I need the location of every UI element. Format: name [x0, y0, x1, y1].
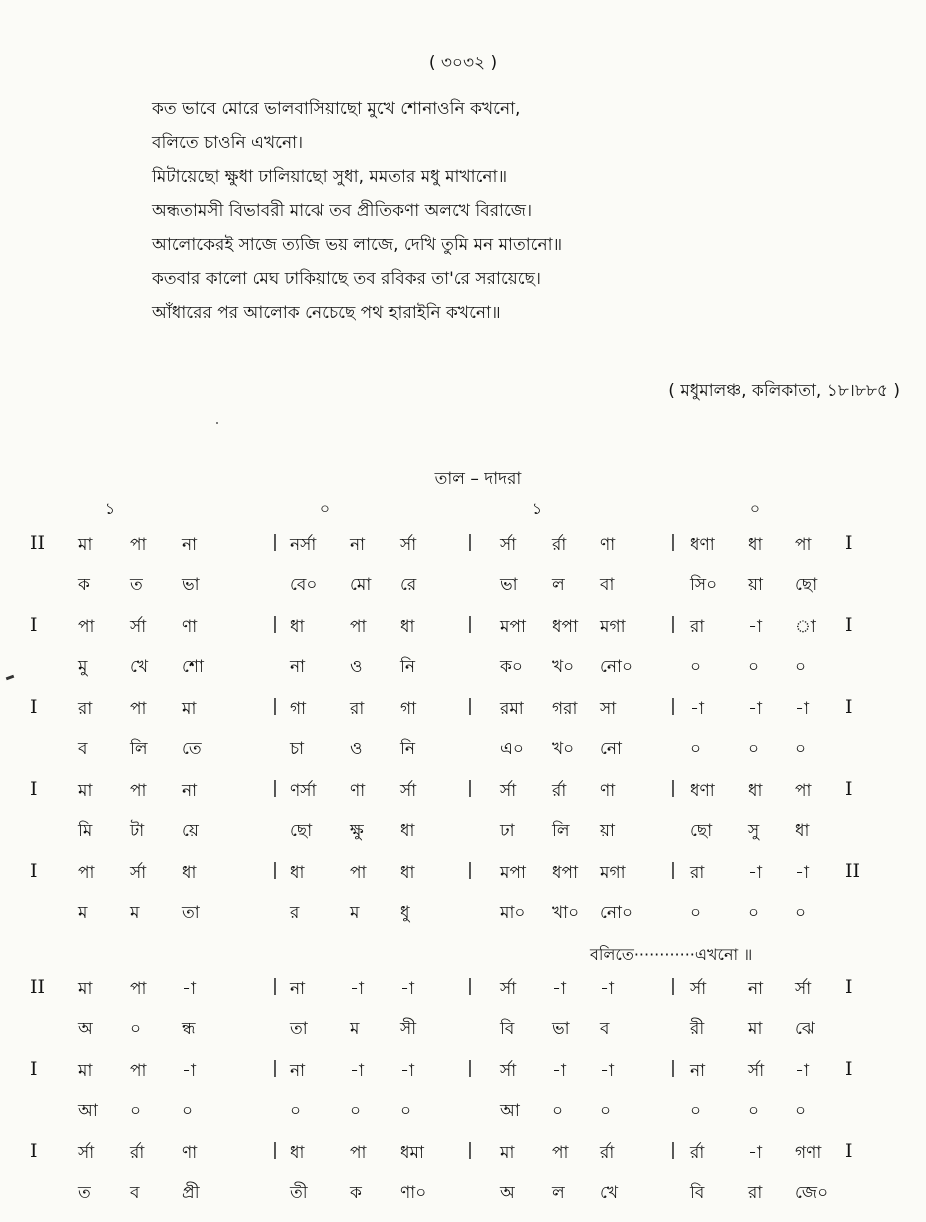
lyric-line: অন্ধতামসী বিভাবরী মাঝে তব প্রীতিকণা অলখে বিরাজে।	[152, 201, 533, 221]
swara-note: -া	[350, 1061, 364, 1081]
refrain-note	[0, 942, 926, 976]
swara-note: ধা	[290, 1143, 305, 1163]
swara-note: ণর্সা	[290, 781, 317, 801]
swara-note: -া	[182, 1061, 196, 1081]
end-barline: I	[845, 1058, 853, 1080]
bol-syllable: ব	[600, 1019, 610, 1039]
start-barline: I	[30, 860, 38, 882]
swara-note: -া	[552, 1061, 566, 1081]
vibhag-bar: |	[467, 614, 473, 634]
swara-note: ধা	[748, 535, 763, 555]
bol-syllable: সি০	[690, 575, 718, 595]
swara-note: নর্সা	[290, 535, 317, 555]
bol-syllable: ব	[78, 739, 88, 759]
vibhag-bar: |	[670, 1140, 676, 1160]
swara-note: -া	[350, 979, 364, 999]
start-barline: I	[30, 1140, 38, 1162]
bol-syllable: ০	[400, 1101, 412, 1121]
bol-syllable: মি	[78, 821, 93, 841]
swara-note: না	[290, 979, 306, 999]
bol-syllable: ভা	[552, 1019, 570, 1039]
swara-note: পা	[78, 863, 95, 883]
vibhag-bar: |	[272, 532, 278, 552]
swara-note: গা	[400, 699, 417, 719]
vibhag-bar: |	[670, 532, 676, 552]
vibhag-bar: |	[670, 778, 676, 798]
bol-syllable: লি	[552, 821, 570, 841]
lyric-line: কত ভাবে মোরে ভালবাসিয়াছো মুখে শোনাওনি কখনো,	[152, 99, 521, 119]
bol-syllable: ন্ধ	[182, 1019, 196, 1039]
vibhag-bar: |	[467, 696, 473, 716]
vibhag-bar: |	[272, 1058, 278, 1078]
swara-note: মপা	[500, 617, 526, 637]
end-barline: I	[845, 614, 853, 636]
swara-note: ণা	[182, 1143, 198, 1163]
end-barline: I	[845, 532, 853, 554]
taal-heading: তাল – দাদরা	[434, 469, 522, 489]
swara-note: ণা	[350, 781, 366, 801]
swara-note: ধপা	[552, 617, 578, 637]
bol-syllable: রা	[748, 1183, 763, 1203]
swara-note: ধা	[182, 863, 197, 883]
vibhag-bar: |	[467, 778, 473, 798]
start-barline: II	[30, 532, 46, 554]
swara-note: -া	[690, 699, 704, 719]
bol-syllable: ০	[748, 657, 760, 677]
bol-syllable: ০	[795, 657, 807, 677]
swara-note: মা	[78, 781, 93, 801]
swara-note: -া	[400, 1061, 414, 1081]
bol-syllable: আ	[500, 1101, 520, 1121]
bol-syllable: নো০	[600, 657, 634, 677]
swara-note: র্সা	[500, 979, 517, 999]
swara-note: -া	[600, 979, 614, 999]
bol-syllable: ছো	[690, 821, 713, 841]
bol-syllable: য়া	[600, 821, 615, 841]
swara-note: র্রা	[600, 1143, 615, 1163]
swara-note: মা	[182, 699, 197, 719]
swara-note: ধা	[400, 863, 415, 883]
swara-note: র্রা	[690, 1143, 705, 1163]
bol-syllable: নো০	[600, 903, 634, 923]
swara-note: -া	[748, 617, 762, 637]
swara-row	[0, 1140, 926, 1180]
bol-syllable: না	[290, 657, 306, 677]
bol-syllable: ০	[748, 903, 760, 923]
swara-note: র্সা	[78, 1143, 95, 1163]
lyric-line: মিটায়েছো ক্ষুধা ঢালিয়াছো সুধা, মমতার মধু মাখানো॥	[152, 167, 508, 187]
swara-note: -া	[600, 1061, 614, 1081]
bol-syllable: খে	[130, 657, 149, 677]
swara-row	[0, 976, 926, 1016]
swara-note: -া	[748, 699, 762, 719]
bol-syllable: বে০	[290, 575, 318, 595]
bol-syllable: বি	[500, 1019, 515, 1039]
swara-note: মা	[78, 535, 93, 555]
swara-note: ধা	[748, 781, 763, 801]
bol-syllable: অ	[78, 1019, 93, 1039]
vibhag-bar: |	[467, 1140, 473, 1160]
swara-note: া	[795, 617, 816, 637]
bol-syllable: ক	[78, 575, 90, 595]
bol-syllable: তে	[182, 739, 202, 759]
swara-row	[0, 614, 926, 654]
swara-note: ধমা	[400, 1143, 424, 1163]
bol-syllable: ধু	[400, 903, 410, 923]
bol-syllable: ০	[690, 739, 702, 759]
swara-note: ধা	[400, 617, 415, 637]
bol-syllable: মা	[748, 1019, 763, 1039]
bol-syllable: জে০	[795, 1183, 829, 1203]
swara-note: সা	[600, 699, 617, 719]
lyric-line: আঁধারের পর আলোক নেচেছে পথ হারাইনি কখনো॥	[152, 303, 501, 323]
bol-row	[0, 736, 926, 778]
source-citation: ( মধুমালঞ্চ, কলিকাতা, ১৮।৮৮৫ )	[668, 381, 900, 401]
swara-note: মা	[78, 979, 93, 999]
beat-marker: ০	[319, 499, 331, 518]
bol-row	[0, 818, 926, 860]
start-barline: I	[30, 1058, 38, 1080]
swara-note: -া	[748, 1143, 762, 1163]
swara-note: মগা	[600, 863, 626, 883]
swara-note: মা	[78, 1061, 93, 1081]
swara-note: ণা	[600, 781, 616, 801]
end-barline: I	[845, 696, 853, 718]
swara-note: র্সা	[130, 617, 147, 637]
swara-note: -া	[400, 979, 414, 999]
vibhag-bar: |	[467, 1058, 473, 1078]
swara-note: র্রা	[552, 535, 567, 555]
bol-syllable: সী	[400, 1019, 417, 1039]
bol-syllable: ঝে	[795, 1019, 815, 1039]
bol-syllable: ভা	[500, 575, 518, 595]
bol-syllable: ধা	[795, 821, 810, 841]
swara-note: ধণা	[690, 535, 715, 555]
beat-marker: ১	[531, 499, 543, 518]
swara-note: ধা	[290, 863, 305, 883]
swara-note: মগা	[600, 617, 626, 637]
vibhag-bar: |	[670, 696, 676, 716]
refrain-note-text: বলিতে············এখনো ॥	[590, 945, 753, 964]
swara-note: গরা	[552, 699, 578, 719]
bol-syllable: মা০	[500, 903, 526, 923]
swara-note: ণা	[600, 535, 616, 555]
swara-note: না	[290, 1061, 306, 1081]
swara-note: -া	[795, 699, 809, 719]
bol-syllable: তী	[290, 1183, 308, 1203]
bol-syllable: নো	[600, 739, 622, 759]
notation-table	[0, 532, 926, 1222]
bol-syllable: ল	[552, 1183, 565, 1203]
bol-syllable: নি	[400, 657, 416, 677]
bol-syllable: ছো	[290, 821, 313, 841]
lyric-line: আলোকেরই সাজে ত্যজি ভয় লাজে, দেখি তুমি মন মাতানো॥	[152, 235, 563, 255]
swara-note: পা	[350, 1143, 367, 1163]
vibhag-bar: |	[272, 1140, 278, 1160]
bol-syllable: ও	[350, 739, 363, 759]
start-barline: II	[30, 976, 46, 998]
bol-syllable: ০	[182, 1101, 194, 1121]
swara-note: -া	[748, 863, 762, 883]
bol-syllable: সু	[748, 821, 760, 841]
bol-syllable: ০	[690, 903, 702, 923]
swara-note: পা	[795, 535, 812, 555]
end-barline: I	[845, 976, 853, 998]
swara-note: র্সা	[400, 781, 417, 801]
swara-note: না	[748, 979, 764, 999]
bol-syllable: ০	[350, 1101, 362, 1121]
swara-note: ণা	[182, 617, 198, 637]
bol-syllable: খা০	[552, 903, 580, 923]
bol-syllable: এ০	[500, 739, 524, 759]
swara-row	[0, 778, 926, 818]
bol-syllable: রে	[400, 575, 417, 595]
swara-row	[0, 532, 926, 572]
beat-marker-row	[0, 496, 926, 518]
bol-syllable: মু	[78, 657, 88, 677]
swara-note: পা	[130, 979, 147, 999]
swara-note: পা	[552, 1143, 569, 1163]
swara-note: পা	[350, 863, 367, 883]
bol-syllable: তা	[182, 903, 200, 923]
swara-note: না	[182, 781, 198, 801]
bol-syllable: ০	[130, 1019, 142, 1039]
bol-syllable: য়া	[748, 575, 763, 595]
vibhag-bar: |	[670, 614, 676, 634]
lyric-line: বলিতে চাওনি এখনো।	[152, 133, 304, 153]
start-barline: I	[30, 778, 38, 800]
swara-note: রা	[78, 699, 93, 719]
bol-syllable: ০	[795, 739, 807, 759]
bol-row	[0, 900, 926, 942]
swara-note: গণা	[795, 1143, 822, 1163]
swara-note: মপা	[500, 863, 526, 883]
swara-note: ধণা	[690, 781, 715, 801]
swara-note: ধা	[290, 617, 305, 637]
lyrics-block	[152, 98, 872, 336]
vibhag-bar: |	[670, 1058, 676, 1078]
bol-syllable: ক০	[500, 657, 523, 677]
bol-syllable: বা	[600, 575, 615, 595]
bol-syllable: ছো	[795, 575, 818, 595]
swara-note: পা	[130, 1061, 147, 1081]
swara-note: -া	[795, 1061, 809, 1081]
swara-note: পা	[795, 781, 812, 801]
bol-row	[0, 1016, 926, 1058]
bol-syllable: ম	[78, 903, 88, 923]
bol-syllable: ঢা	[500, 821, 515, 841]
bol-syllable: বি	[690, 1183, 705, 1203]
swara-note: না	[182, 535, 198, 555]
swara-note: র্সা	[748, 1061, 765, 1081]
swara-note: না	[350, 535, 366, 555]
bol-row	[0, 654, 926, 696]
bol-syllable: ভা	[182, 575, 200, 595]
vibhag-bar: |	[272, 976, 278, 996]
swara-row	[0, 860, 926, 900]
bol-syllable: ০	[748, 1101, 760, 1121]
vibhag-bar: |	[272, 860, 278, 880]
vibhag-bar: |	[272, 696, 278, 716]
swara-note: রা	[350, 699, 365, 719]
bol-syllable: ০	[690, 1101, 702, 1121]
end-barline: I	[845, 1140, 853, 1162]
bol-syllable: ০	[748, 739, 760, 759]
beat-marker: ০	[749, 499, 761, 518]
bol-syllable: ত	[130, 575, 143, 595]
bol-syllable: ধা	[400, 821, 415, 841]
swara-note: -া	[795, 863, 809, 883]
bol-syllable: ও	[350, 657, 363, 677]
bol-syllable: ম	[350, 1019, 360, 1039]
vibhag-bar: |	[272, 778, 278, 798]
swara-note: ধপা	[552, 863, 578, 883]
bol-syllable: ০	[552, 1101, 564, 1121]
bol-syllable: ব	[130, 1183, 140, 1203]
start-barline: I	[30, 696, 38, 718]
swara-note: র্সা	[500, 535, 517, 555]
bol-syllable: ল	[552, 575, 565, 595]
print-speck	[216, 422, 218, 424]
bol-syllable: রী	[690, 1019, 705, 1039]
swara-note: পা	[78, 617, 95, 637]
bol-syllable: চা	[290, 739, 305, 759]
bol-syllable: তা	[290, 1019, 308, 1039]
bol-syllable: র	[290, 903, 300, 923]
vibhag-bar: |	[670, 860, 676, 880]
swara-note: র্রা	[552, 781, 567, 801]
bol-syllable: অ	[500, 1183, 515, 1203]
swara-note: পা	[130, 781, 147, 801]
bol-syllable: ০	[795, 903, 807, 923]
lyric-line: কতবার কালো মেঘ ঢাকিয়াছে তব রবিকর তা'রে সরায়েছে।	[152, 269, 541, 289]
bol-syllable: খে	[600, 1183, 619, 1203]
bol-syllable: নি	[400, 739, 416, 759]
swara-note: পা	[130, 535, 147, 555]
swara-note: র্সা	[500, 1061, 517, 1081]
end-barline: II	[845, 860, 861, 882]
swara-row	[0, 696, 926, 736]
bol-syllable: মো	[350, 575, 372, 595]
swara-note: র্সা	[500, 781, 517, 801]
swara-row	[0, 1058, 926, 1098]
bol-syllable: ০	[600, 1101, 612, 1121]
bol-syllable: ক্ষু	[350, 821, 364, 841]
swara-note: গা	[290, 699, 307, 719]
bol-syllable: ম	[130, 903, 140, 923]
swara-note: মা	[500, 1143, 515, 1163]
swara-note: র্সা	[795, 979, 812, 999]
bol-syllable: শো	[182, 657, 204, 677]
bol-syllable: ০	[130, 1101, 142, 1121]
swara-note: না	[690, 1061, 706, 1081]
swara-note: র্সা	[130, 863, 147, 883]
bol-syllable: টা	[130, 821, 145, 841]
bol-syllable: খ০	[552, 739, 575, 759]
swara-note: রমা	[500, 699, 524, 719]
swara-note: র্সা	[690, 979, 707, 999]
start-barline: I	[30, 614, 38, 636]
bol-syllable: আ	[78, 1101, 98, 1121]
bol-syllable: ম	[350, 903, 360, 923]
bol-syllable: ০	[290, 1101, 302, 1121]
bol-row	[0, 572, 926, 614]
swara-note: পা	[350, 617, 367, 637]
bol-syllable: য়ে	[182, 821, 199, 841]
end-barline: I	[845, 778, 853, 800]
swara-note: -া	[552, 979, 566, 999]
swara-note: র্সা	[400, 535, 417, 555]
bol-syllable: ০	[795, 1101, 807, 1121]
vibhag-bar: |	[670, 976, 676, 996]
vibhag-bar: |	[467, 860, 473, 880]
bol-syllable: ০	[690, 657, 702, 677]
bol-syllable: ণা০	[400, 1183, 427, 1203]
bol-syllable: খ০	[552, 657, 575, 677]
bol-row	[0, 1180, 926, 1222]
swara-note: রা	[690, 863, 705, 883]
bol-syllable: ত	[78, 1183, 91, 1203]
vibhag-bar: |	[467, 976, 473, 996]
bol-syllable: লি	[130, 739, 148, 759]
vibhag-bar: |	[272, 614, 278, 634]
bol-syllable: ক	[350, 1183, 362, 1203]
bol-row	[0, 1098, 926, 1140]
bol-syllable: প্রী	[182, 1183, 200, 1203]
beat-marker: ১	[104, 499, 116, 518]
swara-note: র্রা	[130, 1143, 145, 1163]
vibhag-bar: |	[467, 532, 473, 552]
swara-note: পা	[130, 699, 147, 719]
page-number: ( ৩০৩২ )	[428, 53, 498, 73]
swara-note: -া	[182, 979, 196, 999]
swara-note: রা	[690, 617, 705, 637]
